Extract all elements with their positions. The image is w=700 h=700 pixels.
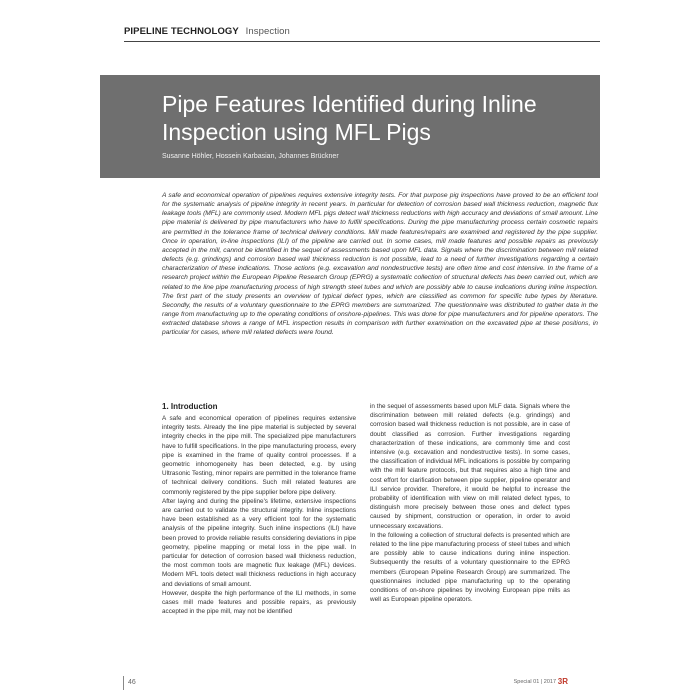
- section-heading: 1. Introduction: [162, 402, 218, 411]
- issue-label: Special 01 | 2017: [513, 679, 556, 685]
- page-footer: [100, 676, 600, 690]
- running-header: [124, 23, 600, 42]
- left-column: [162, 402, 356, 616]
- page-number: 46: [128, 679, 136, 686]
- paragraph: In the following a collection of structural defects is presented which are related to the line pipe manufacturing process of steel tubes and which are possibly able to cause indications during inline inspection. Subsequently the results of a voluntary questionnaire to the EPRG members (European Pipeline Research Group) are summarized. The questionnaires included pipe manufacturing up to the operating conditions of on-shore pipelines by involving European pipe mills as well as European pipeline operators.: [370, 531, 570, 604]
- article-title: Pipe Features Identified during Inline Inspection using MFL Pigs: [162, 91, 537, 145]
- footer-rule: [123, 676, 124, 690]
- subsection-label: Inspection: [245, 26, 290, 37]
- abstract: A safe and economical operation of pipelines requires extensive integrity tests. For that purpose pig inspections have proved to be an efficient tool for the systematic analysis of pipeline integrity in recent years. In particular for detection of corrosion based wall thickness reduction, magnetic flux leakage tools (MFL) are commonly used. Modern MFL pigs detect wall thickness reductions with high accuracy and deviations of small amount. Line pipe material is delivered by pipe manufacturers who have to fulfill specifications. During the pipe manufacturing process certain cosmetic repairs are permitted in the tolerance frame of technical delivery conditions. Mill made features/repairs are examined and registered by the pipe supplier. Once in operation, in-line inspections (ILI) of the pipeline are carried out. In some cases, mill made features and possible repairs as previously accepted in the mill, cannot be identified in the sequel of assessments based upon MFL data. Signals where the discrimination between mill related defects (e.g. grindings) and corrosion based wall thickness reduction is not possible, lead to a need of further investigations regarding a certain characterization of these indications. Those actions (e.g. excavation and nondestructive tests) are often time and cost intensive. In the frame of a research project within the European Pipeline Research Group (EPRG) a systematic collection of structural defects has been carried out, which are related to the line pipe manufacturing process of high strength steel tubes and which are possibly able to cause indications during inline inspection. The first part of the study presents an overview of typical defect types, which are classified as common for specific tube types by literature. Secondly, the results of a voluntary questionnaire to the EPRG members are summarized. The questionnaire was distributed to gather data in the range from manufacturing up to the operating conditions of onshore-pipelines. This was done for pipe manufacturers and for pipeline operators. The extracted database shows a range of MFL inspection results in comparison with further examination on the excavated pipe at these positions, in particular for cases, where mill related defects were found.: [162, 192, 598, 337]
- article-authors: Susanne Höhler, Hossein Karbasian, Johannes Brückner: [162, 153, 339, 160]
- right-column: [370, 402, 570, 604]
- paragraph: After laying and during the pipeline's lifetime, extensive inspections are carried out to validate the structural integrity. Inline inspections have been established as a very efficient tool for the systematic analysis of the pipeline integrity. Such inline inspections (ILI) have been proved to provide reliable results considering deviations in pipe geometry, pipeline mapping or metal loss in the pipe wall. In particular for detection of corrosion based wall thickness reduction, the most common tools are magnetic flux leakage (MFL) devices. Modern MFL tools detect wall thickness reductions in high accuracy and deviations of small amount.: [162, 497, 356, 588]
- paragraph: in the sequel of assessments based upon MLF data. Signals where the discrimination between mill related defects (e.g. grindings) and corrosion based wall thickness reduction is not possible, are in case of doubt classified as corrosion. Further investigations regarding characterization of these indications, are commonly time and cost intensive (e.g. excavation and nondestructive tests). In some cases, the classification of individual MFL indications is possible by comparing with the mill feature protocols, but that requires also a high time and cost effort for clarification between pipe supplier, pipeline operator and ILI service provider. Therefore, it would be helpful to increase the probability of identification with view on mill related defect types, to distinguish more precisely between those ones and defect types caused by shipment, construction or operation, in order to avoid unnecessary excavations.: [370, 403, 570, 530]
- publisher-logo: 3R: [557, 677, 568, 686]
- title-banner: [100, 75, 600, 178]
- paragraph: However, despite the high performance of the ILI methods, in some cases mill made features and possible repairs, as previously accepted in the pipe mill, may not be identified: [162, 589, 356, 616]
- section-label: PIPELINE TECHNOLOGY: [124, 26, 239, 37]
- paragraph: A safe and economical operation of pipelines requires extensive integrity tests. Already the line pipe material is subjected by several integrity checks in the pipe mill. The specialized pipe manufacturers have to fulfill specifications. In the pipe manufacturing process, every pipe is examined in the frame of quality control processes. If a geometric inhomogeneity has been detected, e.g. by using Ultrasonic Testing, minor repairs are permitted in the tolerance frame of technical delivery conditions. Such mill related features are commonly registered by the pipe supplier before pipe delivery.: [162, 415, 356, 496]
